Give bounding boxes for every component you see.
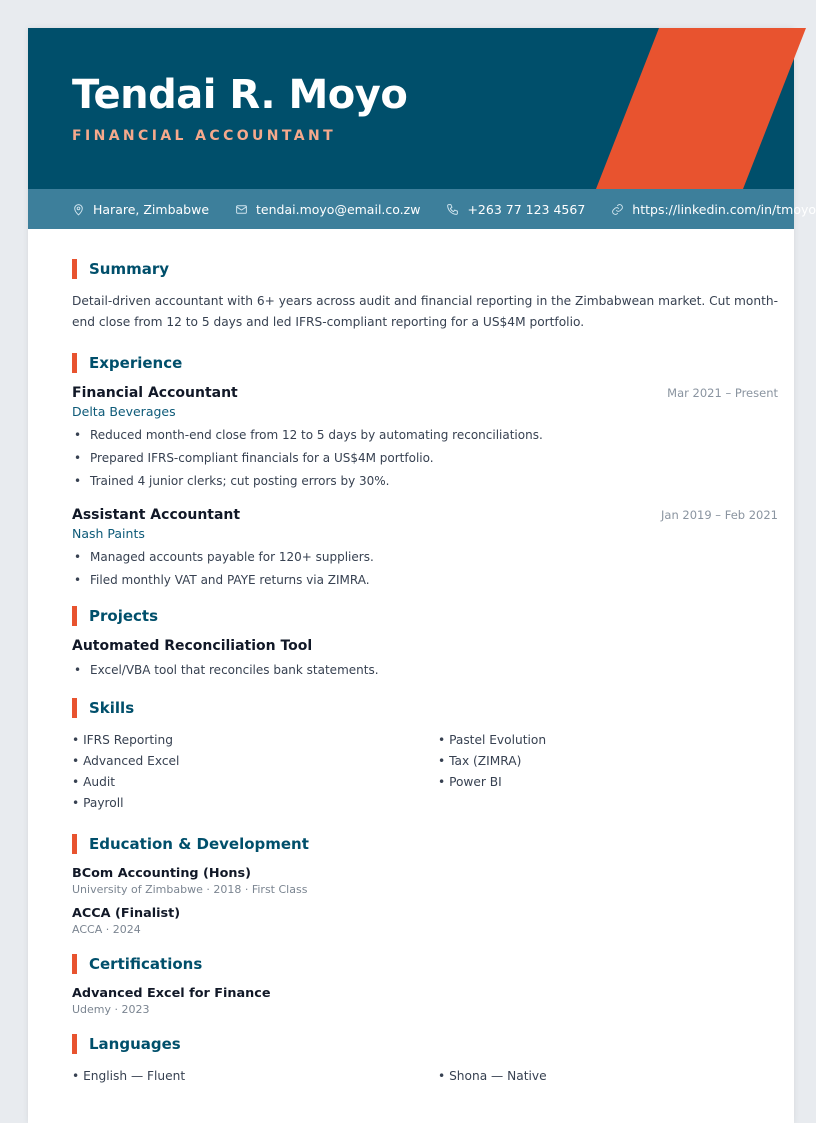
education-degree: BCom Accounting (Hons) (72, 866, 251, 881)
job-company: Delta Beverages (72, 404, 176, 419)
list-item: • Prepared IFRS-compliant financials for a US$4M portfolio. (72, 447, 778, 470)
resume-header (28, 28, 794, 189)
contact-phone-text[interactable]: +263 77 123 4567 (467, 201, 586, 217)
job-bullets (72, 424, 778, 493)
education-entry (72, 866, 778, 896)
contact-email[interactable] (235, 202, 420, 217)
job-dates: Mar 2021 – Present (667, 386, 778, 400)
certifications-section (72, 954, 778, 1016)
education-entry (72, 906, 778, 936)
project-bullets (72, 659, 778, 682)
list-item: • Reduced month-end close from 12 to 5 days by automating reconciliations. (72, 424, 778, 447)
contact-bar (28, 189, 816, 229)
languages-section (72, 1034, 778, 1087)
education-title: Education & Development (89, 835, 309, 853)
candidate-role: FINANCIAL ACCOUNTANT (72, 128, 337, 144)
section-heading (72, 353, 778, 373)
education-meta: ACCA · 2024 (72, 923, 141, 936)
list-item: • Trained 4 junior clerks; cut posting errors by 30%. (72, 470, 778, 493)
section-accent-bar (72, 954, 77, 974)
skill-item: • Tax (ZIMRA) (438, 754, 522, 768)
skill-item: • Power BI (438, 775, 502, 789)
summary-text: Detail-driven accountant with 6+ years across audit and financial reporting in the Zimbabwean market. Cut month-end close from 12 to 5 days and led IFRS-compliant reporting for a US$4M portfolio. (72, 294, 778, 329)
section-heading (72, 1034, 778, 1054)
list-item: • Excel/VBA tool that reconciles bank statements. (72, 659, 778, 682)
section-accent-bar (72, 353, 77, 373)
contact-location-text: Harare, Zimbabwe (93, 201, 210, 217)
decorative-slash (596, 28, 806, 189)
education-degree: ACCA (Finalist) (72, 906, 181, 921)
projects-section (72, 606, 778, 682)
summary-section (72, 259, 778, 333)
link-icon (611, 203, 624, 216)
list-item: • Managed accounts payable for 120+ suppliers. (72, 546, 778, 569)
experience-title: Experience (89, 354, 183, 372)
certification-entry (72, 986, 778, 1016)
mail-icon (235, 203, 248, 216)
section-heading (72, 259, 778, 279)
education-section (72, 834, 778, 936)
skills-grid (72, 730, 778, 814)
section-heading (72, 954, 778, 974)
candidate-name: Tendai R. Moyo (72, 72, 408, 118)
skill-item: • Pastel Evolution (438, 733, 547, 747)
skills-section (72, 698, 778, 814)
job-company: Nash Paints (72, 526, 145, 541)
contact-linkedin-text[interactable]: https://linkedin.com/in/tmoyo (632, 201, 816, 217)
section-heading (72, 698, 778, 718)
location-pin-icon (72, 203, 85, 216)
certification-meta: Udemy · 2023 (72, 1003, 150, 1016)
phone-icon (446, 203, 459, 216)
job-title: Assistant Accountant (72, 507, 241, 523)
contact-location (72, 202, 209, 217)
languages-title: Languages (89, 1035, 181, 1053)
job-dates: Jan 2019 – Feb 2021 (661, 508, 778, 522)
skill-item: • IFRS Reporting (72, 733, 173, 747)
contact-email-text[interactable]: tendai.moyo@email.co.zw (256, 201, 421, 217)
language-item: • English — Fluent (72, 1069, 186, 1083)
job-entry (72, 507, 778, 592)
skill-item: • Payroll (72, 796, 124, 810)
job-title: Financial Accountant (72, 385, 238, 401)
section-heading (72, 834, 778, 854)
section-accent-bar (72, 606, 77, 626)
experience-section (72, 353, 778, 592)
summary-title: Summary (89, 260, 170, 278)
project-title: Automated Reconciliation Tool (72, 638, 313, 654)
language-item: • Shona — Native (438, 1069, 547, 1083)
section-accent-bar (72, 1034, 77, 1054)
resume-page (28, 28, 816, 1123)
projects-title: Projects (89, 607, 159, 625)
skill-item: • Audit (72, 775, 116, 789)
section-accent-bar (72, 698, 77, 718)
contact-linkedin[interactable] (611, 202, 816, 217)
contact-phone[interactable] (446, 202, 585, 217)
certifications-title: Certifications (89, 955, 203, 973)
certification-title: Advanced Excel for Finance (72, 986, 271, 1001)
list-item: • Filed monthly VAT and PAYE returns via ZIMRA. (72, 569, 778, 592)
skills-title: Skills (89, 699, 135, 717)
section-accent-bar (72, 834, 77, 854)
section-accent-bar (72, 259, 77, 279)
skill-item: • Advanced Excel (72, 754, 180, 768)
resume-body (28, 229, 794, 1087)
job-bullets (72, 546, 778, 592)
section-heading (72, 606, 778, 626)
job-entry (72, 385, 778, 493)
languages-grid (72, 1066, 778, 1087)
education-meta: University of Zimbabwe · 2018 · First Class (72, 883, 308, 896)
